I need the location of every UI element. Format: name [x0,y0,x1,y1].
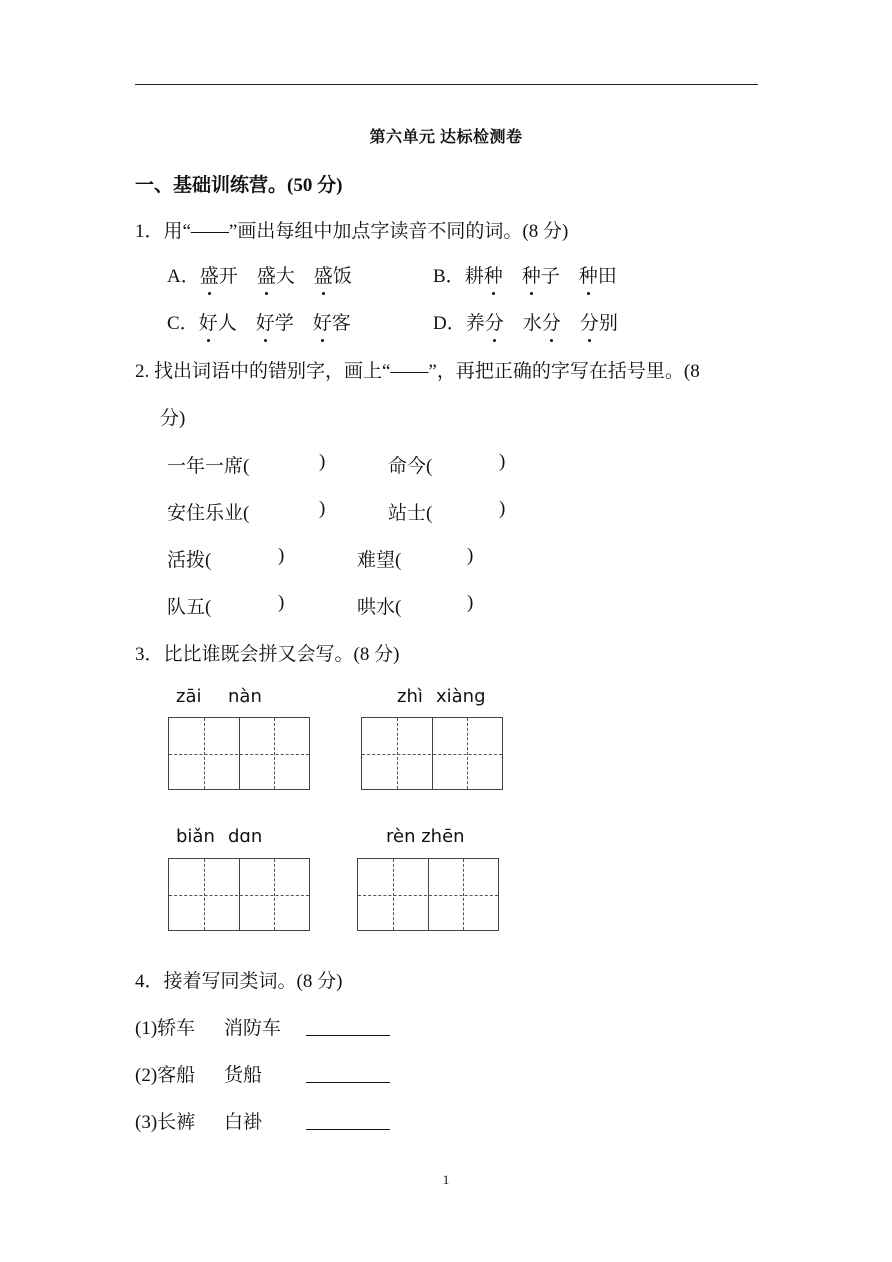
q2-close-paren: ) [499,451,506,472]
char: 水 [522,313,542,334]
q1-prompt: 1．用“——”画出每组中加点字读音不同的词。(8 分) [135,221,569,242]
writing-grid[interactable] [357,858,499,931]
pinyin: nàn [228,686,262,707]
q1-group-c [167,308,351,335]
q3-prompt: 3．比比谁既会拼又会写。(8 分) [135,644,400,665]
writing-grid[interactable] [168,717,310,790]
dotted-char: 好 [256,308,275,335]
q2-word: 安住乐业( [167,503,250,524]
q2-item [167,498,249,525]
q2-close-paren: ) [319,451,326,472]
pinyin: zāi [176,686,202,707]
char: 子 [540,266,560,287]
char: 大 [275,266,295,287]
q2-word: 哄水( [357,597,402,618]
char: 开 [218,266,238,287]
char: 客 [331,313,351,334]
q1-group-b [433,261,617,288]
q4-item [135,1107,195,1134]
page-number: 1 [442,1172,450,1187]
q4-word: 消防车 [224,1018,282,1039]
group-label: C． [167,313,199,334]
dotted-char: 盛 [314,261,333,288]
q2-word: 一年一席( [167,456,250,477]
section-heading: 一、基础训练营。(50 分) [135,175,343,196]
q2-close-paren: ) [278,592,285,613]
dotted-char: 分 [580,308,599,335]
char: 养 [465,313,485,334]
dotted-char: 分 [542,308,561,335]
dotted-char: 种 [484,261,503,288]
q2-word: 难望( [357,550,402,571]
group-label: B． [433,266,465,287]
q2-prompt-line1: 2. 找出词语中的错别字，画上“——”，再把正确的字写在括号里。(8 [135,361,700,382]
pinyin: zhì [397,686,423,707]
q2-item [388,498,432,525]
item-number: (1) [135,1018,158,1039]
q1-group-a [167,261,352,288]
q1-group-d [433,308,618,335]
dotted-char: 好 [199,308,218,335]
item-number: (2) [135,1065,158,1086]
char: 别 [598,313,618,334]
q4-word: 白褂 [224,1112,263,1133]
dotted-char: 盛 [200,261,219,288]
pinyin: biǎn [176,826,215,847]
word: 轿车 [157,1018,196,1039]
q4-item [135,1013,195,1040]
answer-blank[interactable] [306,1017,390,1041]
q2-close-paren: ) [278,545,285,566]
q2-close-paren: ) [467,545,474,566]
q4-word: 货船 [224,1065,263,1086]
answer-blank[interactable] [306,1111,390,1135]
pinyin: rèn zhēn [386,826,465,847]
char: 耕 [464,266,484,287]
q2-item [357,592,401,619]
item-number: (3) [135,1112,158,1133]
dotted-char: 种 [579,261,598,288]
q2-close-paren: ) [319,498,326,519]
char: 人 [217,313,237,334]
q2-word: 队五( [167,597,212,618]
char: 饭 [332,266,352,287]
q2-close-paren: ) [467,592,474,613]
q2-item [167,545,211,572]
char: 田 [597,266,617,287]
q2-word: 命今( [388,456,433,477]
group-label: D． [433,313,466,334]
dotted-char: 盛 [257,261,276,288]
q2-item [167,451,249,478]
q2-close-paren: ) [499,498,506,519]
dotted-char: 种 [522,261,541,288]
writing-grid[interactable] [168,858,310,931]
q2-word: 活拨( [167,550,212,571]
q2-item [167,592,211,619]
word: 客船 [157,1065,196,1086]
q4-item [135,1060,195,1087]
q2-prompt-line2: 分) [160,408,186,429]
group-label: A． [167,266,200,287]
q4-prompt: 4．接着写同类词。(8 分) [135,971,343,992]
header-rule [135,84,758,85]
dotted-char: 分 [485,308,504,335]
q2-item [388,451,432,478]
answer-blank[interactable] [306,1064,390,1088]
q2-word: 站士( [388,503,433,524]
dotted-char: 好 [313,308,332,335]
word: 长裤 [157,1112,196,1133]
pinyin: dɑn [228,826,263,847]
page-title: 第六单元 达标检测卷 [369,129,523,146]
pinyin: xiàng [436,686,486,707]
char: 学 [274,313,294,334]
q2-item [357,545,401,572]
writing-grid[interactable] [361,717,503,790]
